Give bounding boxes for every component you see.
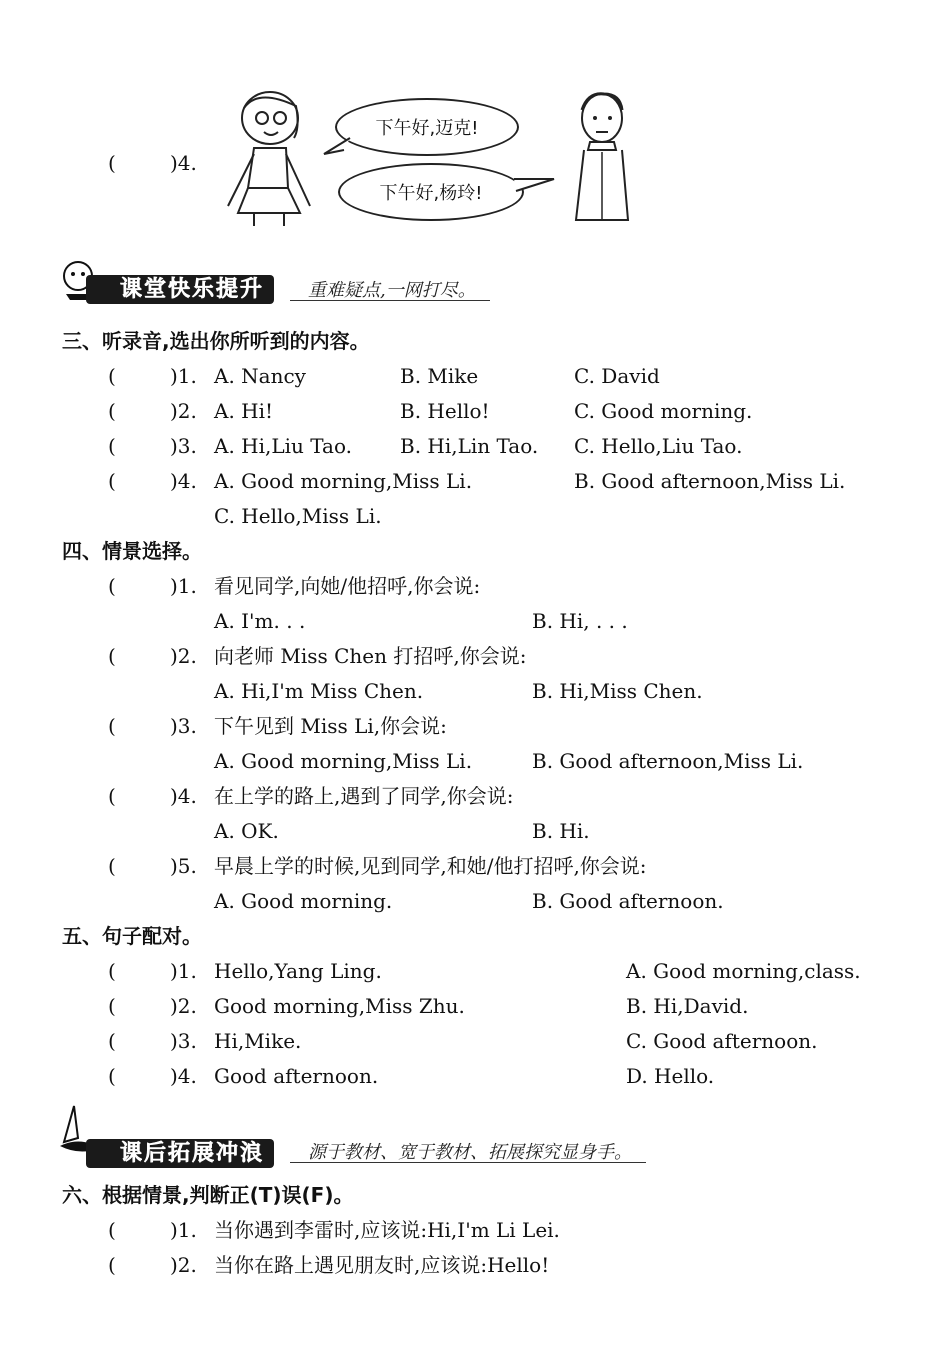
answer-paren: ( bbox=[108, 784, 116, 808]
banner2-title: 课后拓展冲浪 bbox=[86, 1139, 274, 1168]
banner2-subtitle: 源于教材、宽于教材、拓展探究显身手。 bbox=[308, 1142, 632, 1163]
item-number: )1. bbox=[170, 1218, 197, 1242]
option-b: B. Hi,Miss Chen. bbox=[532, 679, 703, 703]
item-number: )2. bbox=[170, 1253, 197, 1277]
question-text: 看见同学,向她/他招呼,你会说: bbox=[214, 574, 481, 598]
option-a: A. Nancy bbox=[214, 364, 306, 388]
banner1-subtitle: 重难疑点,一网打尽。 bbox=[308, 280, 476, 301]
answer-paren: ( bbox=[108, 994, 116, 1018]
option-b: B. Hi,Lin Tao. bbox=[400, 434, 539, 458]
option-c: C. Good morning. bbox=[574, 399, 753, 423]
item-number: )1. bbox=[170, 959, 197, 983]
sentence-left: Hello,Yang Ling. bbox=[214, 959, 382, 983]
option-a: A. Hi,Liu Tao. bbox=[214, 434, 353, 458]
item-number: )4. bbox=[170, 469, 197, 493]
item-number: )4. bbox=[170, 1064, 197, 1088]
item-number: )2. bbox=[170, 644, 197, 668]
bubble-tail-2 bbox=[512, 175, 556, 195]
option-c: C. Hello,Miss Li. bbox=[214, 504, 382, 528]
answer-paren: ( bbox=[108, 1029, 116, 1053]
banner1-title: 课堂快乐提升 bbox=[86, 275, 274, 304]
sentence-left: Hi,Mike. bbox=[214, 1029, 302, 1053]
answer-paren: ( bbox=[108, 714, 116, 738]
sentence-right: A. Good morning,class. bbox=[626, 959, 861, 983]
answer-paren: ( bbox=[108, 1064, 116, 1088]
answer-paren: ( bbox=[108, 854, 116, 878]
option-b: B. Mike bbox=[400, 364, 479, 388]
banner2-underline bbox=[290, 1162, 646, 1163]
question-text: 向老师 Miss Chen 打招呼,你会说: bbox=[214, 644, 527, 668]
sentence-left: Good morning,Miss Zhu. bbox=[214, 994, 465, 1018]
answer-paren: ( bbox=[108, 959, 116, 983]
item-number: )3. bbox=[170, 714, 197, 738]
answer-paren: ( bbox=[108, 399, 116, 423]
sentence-right: C. Good afternoon. bbox=[626, 1029, 818, 1053]
answer-paren: ( bbox=[108, 574, 116, 598]
option-a: A. Hi! bbox=[214, 399, 274, 423]
item-number: )4. bbox=[170, 784, 197, 808]
item-number: )5. bbox=[170, 854, 197, 878]
answer-paren: ( bbox=[108, 151, 116, 175]
option-a: A. OK. bbox=[214, 819, 279, 843]
option-a: A. Good morning,Miss Li. bbox=[214, 469, 473, 493]
bubble-text-1: 下午好,迈克! bbox=[375, 118, 479, 139]
option-b: B. Good afternoon,Miss Li. bbox=[574, 469, 846, 493]
bubble-tail-1 bbox=[322, 136, 352, 158]
question-text: 当你在路上遇见朋友时,应该说:Hello! bbox=[214, 1253, 550, 1277]
section3-heading: 三、听录音,选出你所听到的内容。 bbox=[62, 329, 370, 353]
section6-heading: 六、根据情景,判断正(T)误(F)。 bbox=[62, 1183, 354, 1207]
sentence-left: Good afternoon. bbox=[214, 1064, 379, 1088]
option-b: B. Good afternoon. bbox=[532, 889, 724, 913]
banner2 bbox=[86, 1136, 274, 1167]
answer-paren: ( bbox=[108, 434, 116, 458]
item-number: )1. bbox=[170, 574, 197, 598]
question-text: 在上学的路上,遇到了同学,你会说: bbox=[214, 784, 514, 808]
item-number: )3. bbox=[170, 434, 197, 458]
answer-paren: ( bbox=[108, 1253, 116, 1277]
answer-paren: ( bbox=[108, 364, 116, 388]
banner1 bbox=[86, 272, 274, 303]
girl-illustration bbox=[218, 88, 328, 228]
speech-bubble-1 bbox=[335, 98, 519, 156]
answer-paren: ( bbox=[108, 644, 116, 668]
item-number: )2. bbox=[170, 994, 197, 1018]
option-a: A. I'm. . . bbox=[214, 609, 306, 633]
question-text: 当你遇到李雷时,应该说:Hi,I'm Li Lei. bbox=[214, 1218, 560, 1242]
boy-illustration bbox=[570, 90, 640, 230]
option-c: C. David bbox=[574, 364, 660, 388]
bubble-text-2: 下午好,杨玲! bbox=[379, 183, 483, 204]
item-number: )2. bbox=[170, 399, 197, 423]
option-b: B. Hi. bbox=[532, 819, 590, 843]
section4-heading: 四、情景选择。 bbox=[62, 539, 202, 563]
answer-paren: ( bbox=[108, 1218, 116, 1242]
option-b: B. Good afternoon,Miss Li. bbox=[532, 749, 804, 773]
option-a: A. Hi,I'm Miss Chen. bbox=[214, 679, 424, 703]
option-a: A. Good morning,Miss Li. bbox=[214, 749, 473, 773]
speech-bubble-2 bbox=[338, 163, 524, 221]
option-b: B. Hello! bbox=[400, 399, 490, 423]
sentence-right: B. Hi,David. bbox=[626, 994, 749, 1018]
banner1-underline bbox=[290, 300, 490, 301]
question-text: 下午见到 Miss Li,你会说: bbox=[214, 714, 447, 738]
answer-paren: ( bbox=[108, 469, 116, 493]
question-text: 早晨上学的时候,见到同学,和她/他打招呼,你会说: bbox=[214, 854, 647, 878]
item-number: )3. bbox=[170, 1029, 197, 1053]
option-a: A. Good morning. bbox=[214, 889, 393, 913]
option-c: C. Hello,Liu Tao. bbox=[574, 434, 743, 458]
section5-heading: 五、句子配对。 bbox=[62, 924, 202, 948]
item-number: )1. bbox=[170, 364, 197, 388]
option-b: B. Hi, . . . bbox=[532, 609, 628, 633]
item-number: )4. bbox=[170, 151, 197, 175]
sentence-right: D. Hello. bbox=[626, 1064, 715, 1088]
